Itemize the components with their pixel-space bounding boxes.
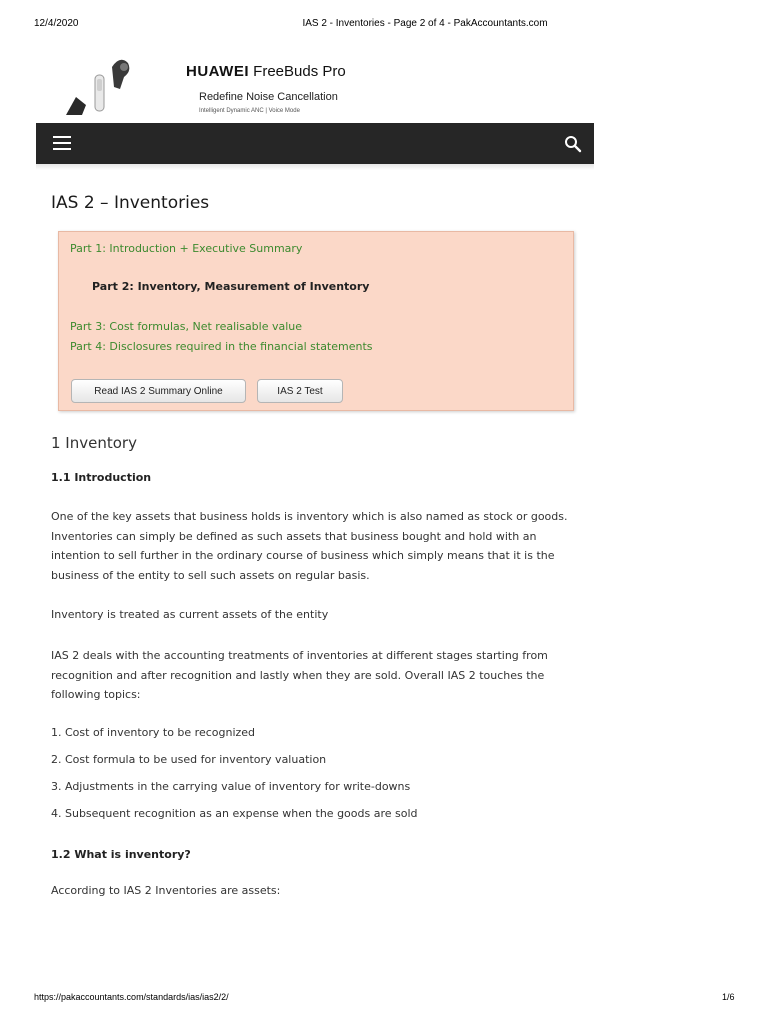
- paragraph-ias2-scope: IAS 2 deals with the accounting treatments of inventories at different stages starting from recognition and after recognition and lastly when they are sold. Overall IAS 2 touches the following topics:: [51, 649, 548, 701]
- parts-navigation-box: [58, 231, 574, 411]
- site-navbar: [36, 123, 594, 164]
- ad-subline: Intelligent Dynamic ANC | Voice Mode: [199, 108, 300, 114]
- part-2-current: Part 2: Inventory, Measurement of Inventory: [92, 280, 370, 293]
- advertisement-banner[interactable]: [36, 55, 594, 119]
- list-item: 3. Adjustments in the carrying value of inventory for write-downs: [51, 780, 411, 793]
- print-url: https://pakaccountants.com/standards/ias/ias2/2/: [34, 992, 229, 1002]
- read-summary-button[interactable]: Read IAS 2 Summary Online: [71, 379, 246, 403]
- part-3-link[interactable]: Part 3: Cost formulas, Net realisable value: [70, 320, 303, 333]
- navbar-shadow: [36, 164, 594, 170]
- subheading-what-is-inventory: 1.2 What is inventory?: [51, 848, 191, 861]
- search-icon[interactable]: [564, 135, 582, 153]
- list-item: 4. Subsequent recognition as an expense when the goods are sold: [51, 807, 418, 820]
- list-item: 2. Cost formula to be used for inventory valuation: [51, 753, 327, 766]
- ad-headline: [186, 63, 346, 80]
- section-heading: 1 Inventory: [51, 434, 137, 452]
- list-item: 1. Cost of inventory to be recognized: [51, 726, 256, 739]
- page-title: IAS 2 – Inventories: [51, 193, 210, 213]
- ad-tagline: Redefine Noise Cancellation: [199, 91, 338, 103]
- part-1-link[interactable]: Part 1: Introduction + Executive Summary: [70, 242, 303, 255]
- part-4-link[interactable]: Part 4: Disclosures required in the financial statements: [70, 340, 373, 353]
- ad-brand: HUAWEI: [186, 63, 249, 80]
- print-page-number: 1/6: [722, 992, 735, 1002]
- paragraph-intro: One of the key assets that business holds is inventory which is also named as stock or goods. Inventories can simply be defined as such assets that business bought and hold with an intention to sell further in the ordinary course of business which simply means that it is the business of the entity to sell such assets on regular basis.: [51, 510, 568, 582]
- ad-product: FreeBuds Pro: [253, 63, 346, 80]
- paragraph-current-assets: Inventory is treated as current assets of the entity: [51, 608, 329, 621]
- print-date: 12/4/2020: [34, 18, 79, 29]
- ias2-test-button[interactable]: IAS 2 Test: [257, 379, 343, 403]
- paragraph-definition: According to IAS 2 Inventories are assets:: [51, 884, 281, 897]
- earbuds-product-image: [62, 55, 142, 119]
- subheading-introduction: 1.1 Introduction: [51, 471, 152, 484]
- hamburger-menu-icon[interactable]: [53, 136, 71, 151]
- print-page-title: IAS 2 - Inventories - Page 2 of 4 - PakAccountants.com: [302, 18, 548, 29]
